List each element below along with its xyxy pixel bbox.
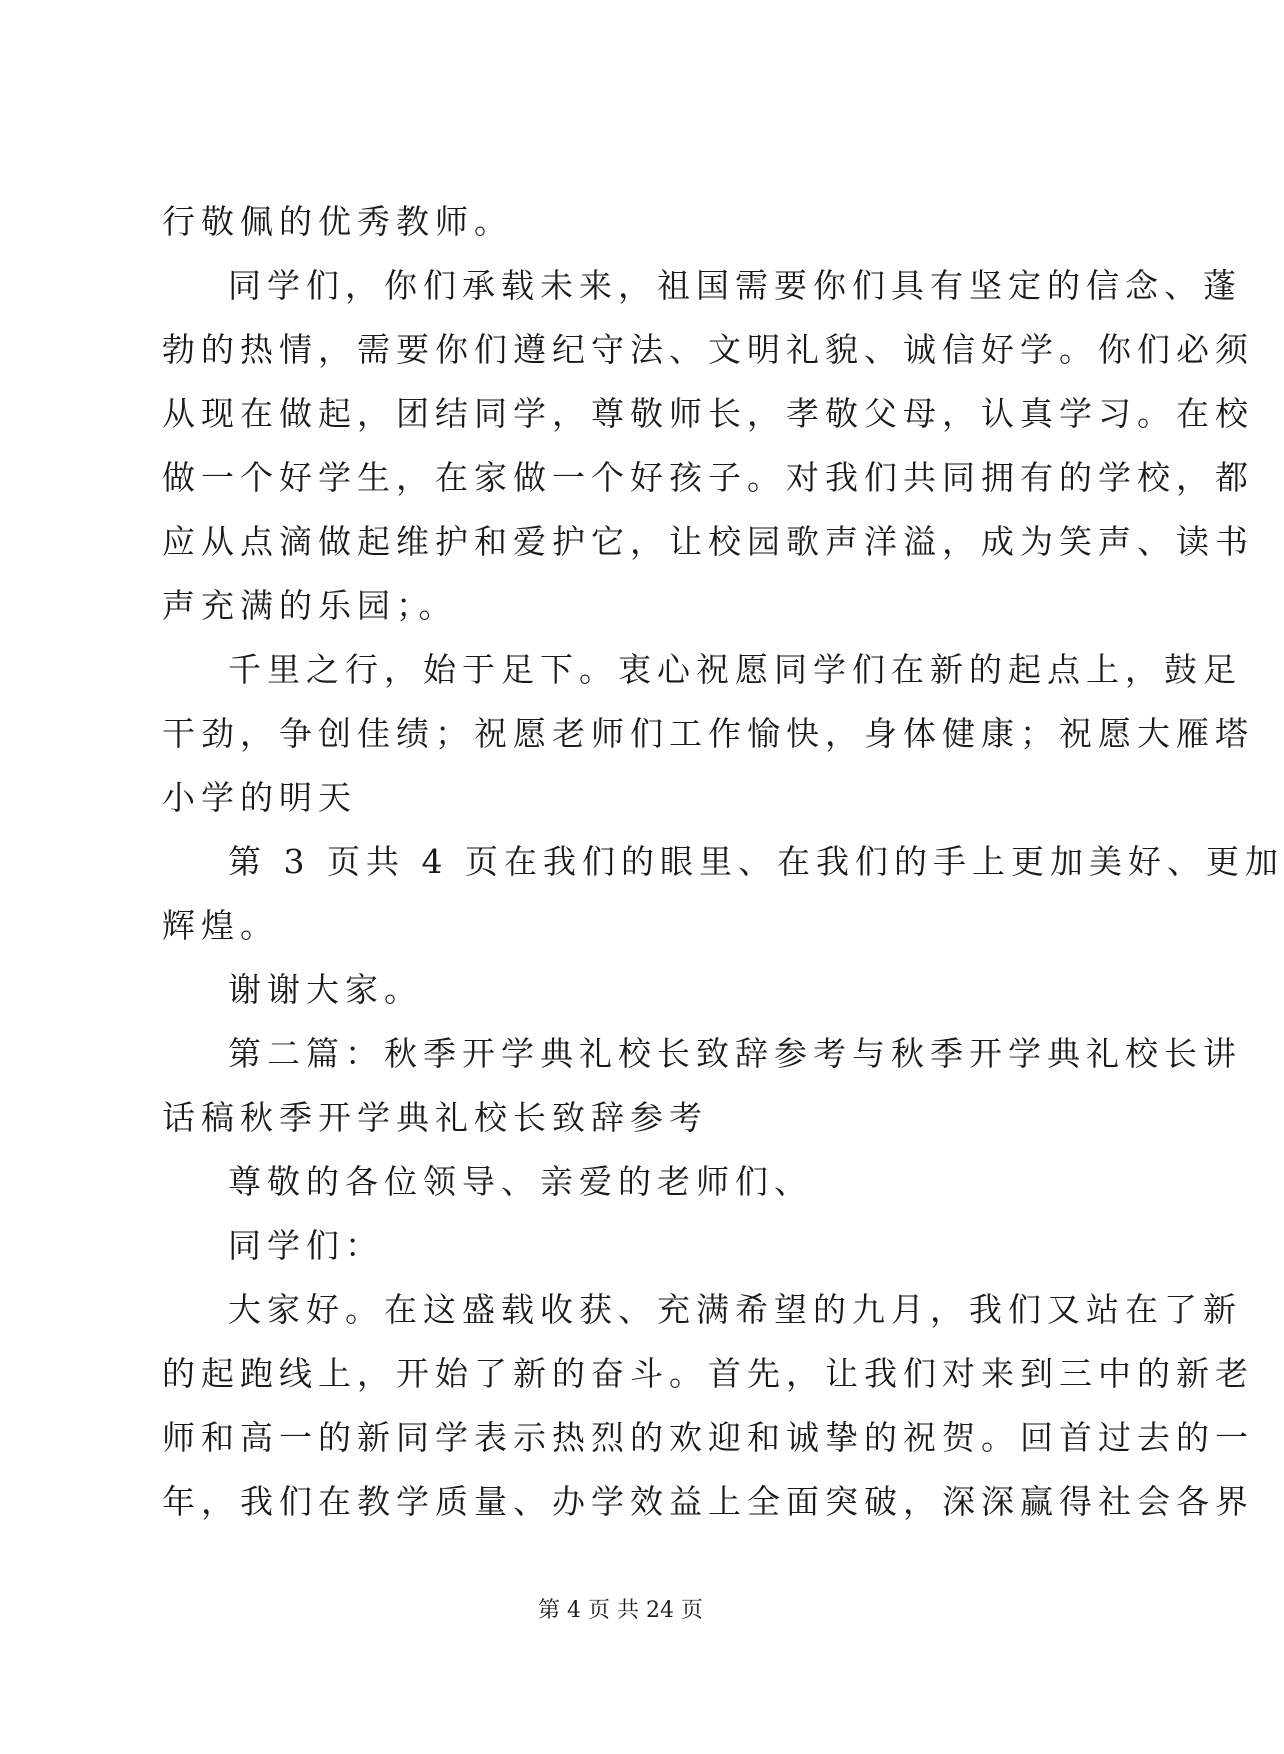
- text-line-19: 的起跑线上，开始了新的奋斗。首先，让我们对来到三中的新老: [162, 1354, 1254, 1393]
- text-line-9: 干劲，争创佳绩；祝愿老师们工作愉快，身体健康；祝愿大雁塔: [162, 714, 1254, 753]
- text-line-7: 声充满的乐园；。: [162, 586, 458, 625]
- text-line-1: 行敬佩的优秀教师。: [162, 202, 513, 241]
- text-line-16: 尊敬的各位领导、亲爱的老师们、: [228, 1162, 813, 1201]
- text-line-17: 同学们：: [228, 1226, 384, 1265]
- text-line-11: 第 3 页共 4 页在我们的眼里、在我们的手上更加美好、更加: [228, 842, 1284, 881]
- text-line-8: 千里之行，始于足下。衷心祝愿同学们在新的起点上，鼓足: [228, 650, 1242, 689]
- text-line-2: 同学们，你们承载未来，祖国需要你们具有坚定的信念、蓬: [228, 266, 1242, 305]
- text-line-15: 话稿秋季开学典礼校长致辞参考: [162, 1098, 708, 1137]
- text-line-12: 辉煌。: [162, 906, 279, 945]
- text-line-4: 从现在做起，团结同学，尊敬师长，孝敬父母，认真学习。在校: [162, 394, 1254, 433]
- page-number-footer: 第 4 页 共 24 页: [538, 1598, 703, 1623]
- text-line-14: 第二篇：秋季开学典礼校长致辞参考与秋季开学典礼校长讲: [228, 1034, 1242, 1073]
- document-body: [162, 190, 1284, 1534]
- text-line-10: 小学的明天: [162, 778, 357, 817]
- text-line-20: 师和高一的新同学表示热烈的欢迎和诚挚的祝贺。回首过去的一: [162, 1418, 1254, 1457]
- text-line-21: 年，我们在教学质量、办学效益上全面突破，深深赢得社会各界: [162, 1482, 1254, 1521]
- text-line-5: 做一个好学生，在家做一个好孩子。对我们共同拥有的学校，都: [162, 458, 1254, 497]
- text-line-3: 勃的热情，需要你们遵纪守法、文明礼貌、诚信好学。你们必须: [162, 330, 1254, 369]
- text-line-13: 谢谢大家。: [228, 970, 423, 1009]
- text-line-18: 大家好。在这盛载收获、充满希望的九月，我们又站在了新: [228, 1290, 1242, 1329]
- text-line-6: 应从点滴做起维护和爱护它，让校园歌声洋溢，成为笑声、读书: [162, 522, 1254, 561]
